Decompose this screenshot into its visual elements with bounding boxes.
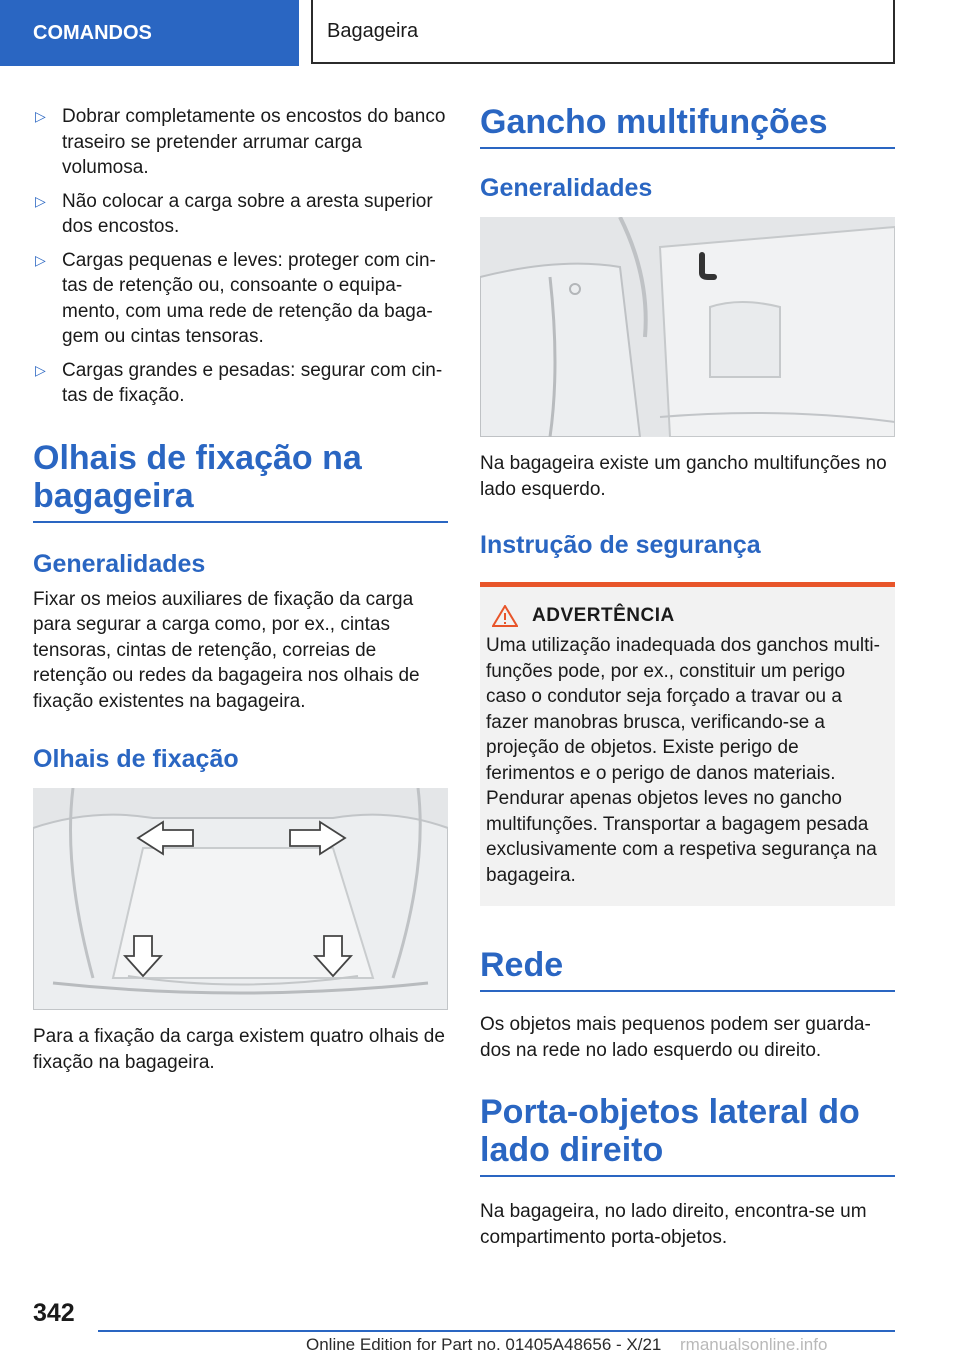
footer-divider [98, 1330, 895, 1332]
triangle-bullet-icon: ▷ [35, 251, 46, 268]
page-number: 342 [33, 1299, 75, 1327]
list-item: ▷ Dobrar completamente os encostos do banco traseiro se pretender arrumar carga volumosa. [35, 106, 446, 178]
trunk-eyelets-drawing [33, 788, 448, 1010]
warning-triangle-icon [492, 605, 518, 627]
subheading-generalidades: Generalidades [33, 549, 206, 578]
generalidades-text: Fixar os meios auxiliares de fixação da carga para segurar a carga como, por ex., cintas tensoras, cintas de retenção, correias de retenção ou redes da bagageira nos olhais de fixação existentes na bagageira. [33, 588, 420, 712]
section-title-olhais: Olhais de fixação na bagageira [33, 439, 448, 523]
list-item: ▷ Não colocar a carga sobre a aresta superior dos encostos. [35, 190, 433, 237]
trunk-eyelets-illustration [33, 788, 448, 1010]
section-title-rede: Rede [480, 946, 895, 992]
warning-text: Uma utilização inadequada dos ganchos multifunções pode, por ex., constituir um perigo caso o condutor seja forçado a travar ou a fazer manobras brusca, verificando-se a projeção de objetos. Existe perigo de ferimentos e o perigo de danos materiais. Pendurar apenas objetos leves no gancho multifunções. Transportar a bagagem pesada exclusivamente com a respetiva segurança na bagageira. [486, 635, 880, 886]
subheading-seguranca: Instrução de segurança [480, 531, 761, 559]
multifunction-hook-illustration [480, 217, 895, 437]
triangle-bullet-icon: ▷ [35, 108, 46, 124]
chapter-tab[interactable]: Bagageira [311, 0, 895, 64]
section-tab[interactable]: COMANDOS [0, 0, 299, 66]
left-column [33, 104, 448, 1075]
subheading-olhais: Olhais de fixação [33, 745, 239, 773]
warning-box [480, 582, 895, 906]
list-item: ▷ Cargas pequenas e leves: proteger com cintas de retenção ou, consoante o equipamento, com uma rede de retenção da bagagem ou cintas tensoras. [35, 249, 436, 347]
porta-objetos-text: Na bagageira, no lado direito, encontra-se um compartimento porta-objetos. [480, 1201, 867, 1248]
subheading-generalidades-gancho: Generalidades [480, 174, 653, 202]
warning-title: ADVERTÊNCIA [532, 605, 675, 626]
section-title-gancho: Gancho multifunções [480, 103, 895, 149]
hook-drawing [480, 217, 895, 437]
list-item: ▷ Cargas grandes e pesadas: segurar com cintas de fixação. [35, 359, 443, 406]
warning-header [486, 605, 887, 627]
section-title-porta-objetos: Porta-objetos lateral do lado direito [480, 1093, 895, 1177]
watermark: rmanualsonline.info [680, 1335, 828, 1354]
triangle-bullet-icon: ▷ [35, 361, 46, 378]
rede-text: Os objetos mais pequenos podem ser guardados na rede no lado esquerdo ou direito. [480, 1014, 871, 1061]
right-column [480, 103, 895, 1250]
olhais-caption: Para a fixação da carga existem quatro olhais de fixação na bagageira. [33, 1026, 445, 1073]
triangle-bullet-icon: ▷ [35, 192, 46, 209]
header-bar [0, 0, 960, 66]
gancho-caption: Na bagageira existe um gancho multifunções no lado esquerdo. [480, 453, 887, 500]
edition-note: Online Edition for Part no. 01405A48656 - X/21 [306, 1335, 662, 1354]
bullet-list [33, 104, 448, 409]
